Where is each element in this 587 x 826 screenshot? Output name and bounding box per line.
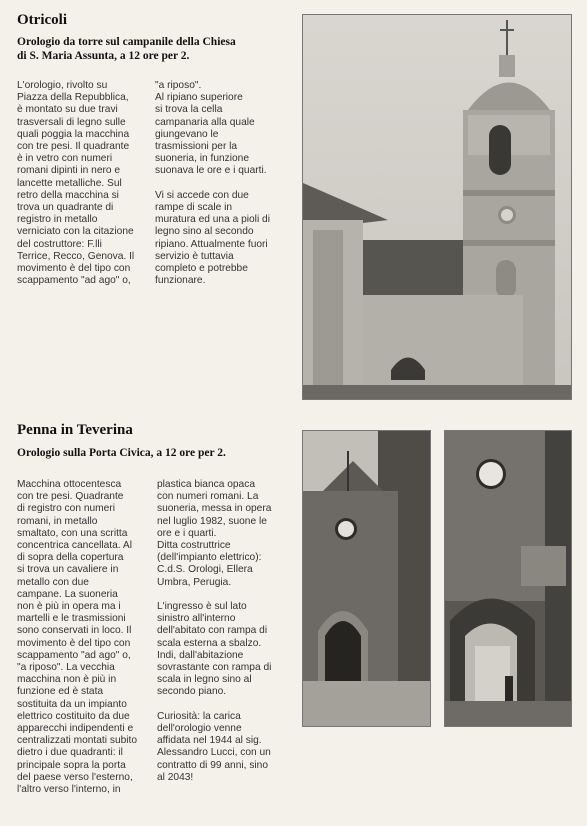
text-column-left-otricoli: L'orologio, rivolto su Piazza della Repubblica, è montato su due travi trasversali di legno sulle quali poggia la macchina con tre pesi. Il quadrante è in vetro con numeri romani dipinti in nero e lancette metalliche. Sul retro della macchina si trova un quadrante di registro in metallo verniciato con la citazione del costruttore: F.lli Terrice, Recco, Genova. Il movimento è del tipo con scappamento "ad ago" o, xyxy=(17,80,135,287)
section-subtitle-penna: Orologio sulla Porta Civica, a 12 ore per 2. xyxy=(17,447,226,459)
city-gate-exterior-photo xyxy=(302,430,431,727)
city-gate-interior-photo xyxy=(444,430,572,727)
church-bell-tower-photo xyxy=(302,14,572,400)
text-column-left-penna: Macchina ottocentesca con tre pesi. Quadrante di registro con numeri romani, in metallo smaltato, con una scritta concentrica cancellata. Al di sopra della copertura si trova un cavaliere in metallo con due campane. La suoneria non è più in opera ma i martelli e le trasmissioni sono conservati in loco. Il movimento è del tipo con scappamento "ad ago" o, "a riposo". La vecchia macchina non è più in funzione ed è stata sostituita da un impianto elettrico costituito da due apparecchi indipendenti e centralizzati montati subito dietro i due quadranti: il principale sopra la porta del paese verso l'esterno, l'altro verso l'interno, in xyxy=(17,479,138,796)
section-title-penna: Penna in Teverina xyxy=(17,422,133,438)
section-subtitle-otricoli: Orologio da torre sul campanile della Chiesa di S. Maria Assunta, a 12 ore per 2. xyxy=(17,36,236,62)
text-column-right-otricoli: "a riposo". Al ripiano superiore si trova la cella campanaria alla quale giungevano le trasmissioni per la suoneria, in funzione suonava le ore e i quarti. Vi si accede con due rampe di scale in muratura ed una a pioli di legno sino al secondo ripiano. Attualmente fuori servizio è tuttavia completo e potrebbe funzionare. xyxy=(155,80,270,287)
section-title-otricoli: Otricoli xyxy=(17,12,67,28)
text-column-right-penna: plastica bianca opaca con numeri romani. La suoneria, messa in opera nel luglio 1982, suone le ore e i quarti. Ditta costruttrice (dell'impianto elettrico): C.d.S. Orologi, Ellera Umbra, Perugia. L'ingresso è sul lato sinistro all'interno dell'abitato con rampa di scala esterna a sbalzo. Indi, dall'abitazione sovrastante con rampa di scala in legno sino al secondo piano. Curiosità: la carica dell'orologio venne affidata nel 1944 al sig. Alessandro Lucci, con un contratto di 99 anni, sino al 2043! xyxy=(157,479,272,783)
